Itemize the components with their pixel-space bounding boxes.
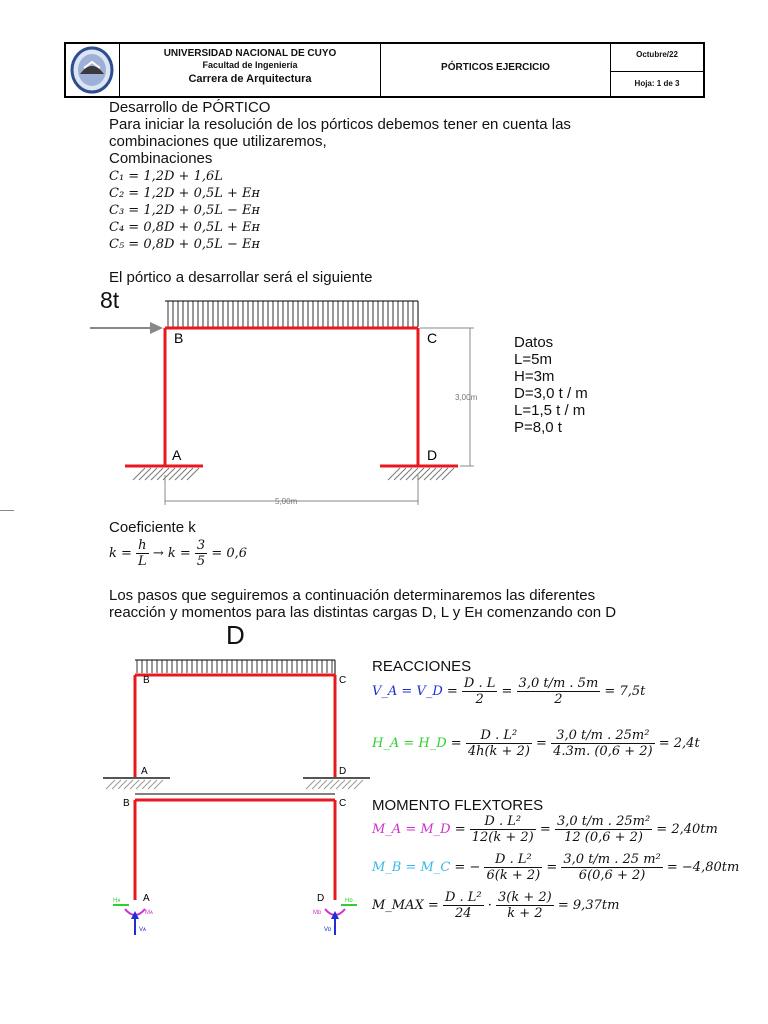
node-b-label: B [143,675,150,686]
distributed-load [165,301,418,327]
intro-block [109,99,629,167]
combinations-list [109,168,260,253]
margin-mark [0,510,14,511]
frame-members [165,328,418,465]
data-item: D=3,0 t / m [514,385,588,402]
node-a-label: A [172,447,182,463]
document-title: PÓRTICOS EJERCICIO [441,62,550,73]
combination: C₅ = 0,8D + 0,5L − Eʜ [109,237,261,252]
moments-label: MOMENTO FLEXTORES [372,797,544,814]
university-name: UNIVERSIDAD NACIONAL DE CUYO [163,48,337,59]
node-a-label: A [141,766,148,777]
document-header [64,42,705,98]
reaction-hd-label: Hᴅ [345,898,353,904]
combinations-label: Combinaciones [109,150,213,167]
node-d-label: D [427,447,438,463]
node-b-label: B [174,330,184,346]
node-b-label: B [123,798,130,809]
date-label: Octubre/22 [636,50,678,59]
node-d-label: D [339,766,347,777]
combination: C₂ = 1,2D + 0,5L + Eʜ [109,186,261,201]
point-load-label: 8t [100,287,120,313]
coef-equation: k = $\frac{h}{L}$ → k = $\frac{3}{5}$ = 0,6 [109,538,248,569]
mmax-equation: M_MAX = $\frac{\text{D . L²}}{24}$ · $\frac{3(k + 2)}{k + 2}$ = 9,37tm [372,890,620,921]
coef-label: Coeficiente k [109,519,196,536]
career-name: Carrera de Arquitectura [188,73,312,85]
va-equation: V_A = V_D = $\frac{D . L}{2}$ = $\frac{3,0 t/m . 5m}{2}$ = 7,5t [372,676,646,707]
faculty-name: Facultad de Ingeniería [202,60,298,70]
node-c-label: C [339,675,347,686]
intro-paragraph: Para iniciar la resolución de los pórticos debemos tener en cuenta las combinaciones que utilizaremos, [109,116,571,150]
mb-equation: M_B = M_C = − $\frac{\text{D . L²}}{6(k + 2)}$ = $\frac{\text{3,0 t/m . 25 m²}}{6(0,6 + 2)}$ = −4,80tm [372,852,740,883]
ma-equation: M_A = M_D = $\frac{\text{D . L²}}{12(k + 2)}$ = $\frac{\text{3,0 t/m . 25m²}}{12 (0,6 + 2)}$ = 2,40tm [372,814,718,845]
data-item: L=1,5 t / m [514,402,586,419]
height-dimension: 3,00m [455,393,478,402]
node-c-label: C [339,798,347,809]
reaction-va-label: Vᴀ [139,927,146,933]
node-c-label: C [427,330,438,346]
data-item: L=5m [514,351,552,368]
node-d-label: D [317,893,325,904]
load-d-diagrams [95,655,370,940]
combination: C₄ = 0,8D + 0,5L + Eʜ [109,220,261,235]
title-cell [381,44,611,96]
logo-cell [66,44,120,96]
moment-ma-label: Mᴀ [145,910,153,916]
institution-cell [120,44,381,96]
heading: Desarrollo de PÓRTICO [109,99,271,116]
portico-intro-text: El pórtico a desarrollar será el siguiente [109,269,373,286]
combination: C₁ = 1,2D + 1,6L [109,169,223,184]
section-d-title: D [226,620,245,650]
data-title: Datos [514,334,554,351]
reactions-label: REACCIONES [372,658,472,675]
university-logo [66,44,118,96]
portal-frame-diagram [0,285,520,510]
sheet-label: Hoja: 1 de 3 [634,79,680,88]
meta-cell [611,44,703,96]
combination: C₃ = 1,2D + 0,5L − Eʜ [109,203,261,218]
data-item: H=3m [514,368,555,385]
steps-text: Los pasos que seguiremos a continuación determinaremos las diferentes reacción y momentos para las distintas cargas D, L y Eʜ comenzando con D [109,587,617,621]
data-block [514,334,588,436]
data-item: P=8,0 t [514,419,562,436]
ha-equation: H_A = H_D = $\frac{\text{D . L²}}{4h(k + 2)}$ = $\frac{\text{3,0 t/m . 25m²}}{4.3m. (0,6 + 2)}$ = 2,4t [372,728,700,759]
node-a-label: A [143,893,150,904]
reaction-vd-label: Vᴅ [324,927,332,933]
span-dimension: 5,00m [275,497,298,506]
moment-md-label: Mᴅ [313,910,322,916]
reaction-ha-label: Hᴀ [113,898,121,904]
